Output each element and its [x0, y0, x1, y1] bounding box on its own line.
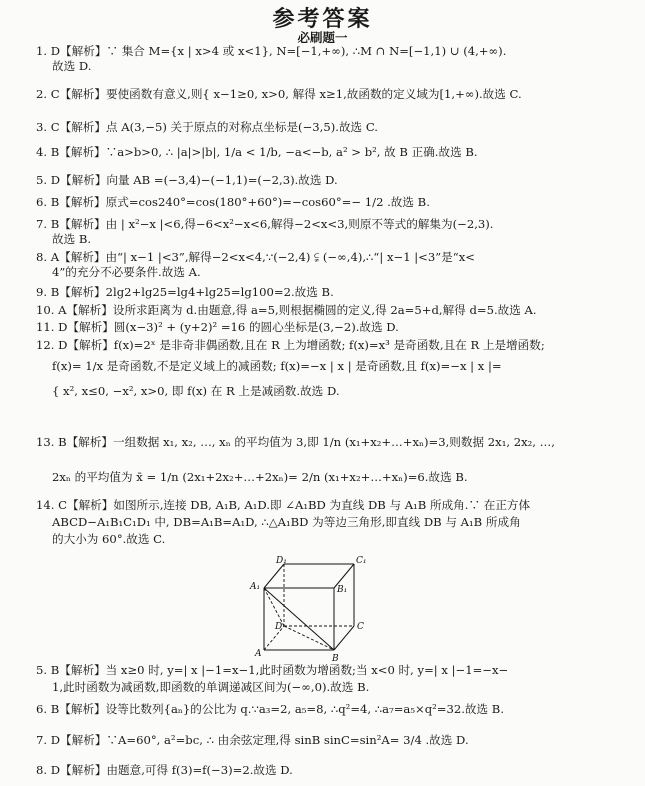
answer-line: ABCD−A₁B₁C₁D₁ 中, DB=A₁B=A₁D, ∴△A₁BD 为等边三角形,即直线 DB 与 A₁B 所成角 — [52, 515, 521, 529]
answer-line: 5. D【解析】向量 AB =(−3,4)−(−1,1)=(−2,3).故选 D. — [36, 173, 338, 187]
answer-line: 5. B【解析】当 x≥0 时, y=| x |−1=x−1,此时函数为增函数;当 x<0 时, y=| x |−1=−x− — [36, 663, 509, 677]
answer-line: { x², x≤0, −x², x>0, 即 f(x) 在 R 上是减函数.故选 D. — [52, 384, 340, 398]
edge-a1-d1 — [264, 564, 284, 588]
label-c: C — [357, 622, 364, 632]
answer-line: 9. B【解析】2lg2+lg25=lg4+lg25=lg100=2.故选 B. — [36, 285, 334, 299]
answer-line: 2xₙ 的平均值为 x̄ = 1/n (2x₁+2x₂+…+2xₙ)= 2/n (x₁+x₂+…+xₙ)=6.故选 B. — [52, 470, 468, 484]
answer-line: 4”的充分不必要条件.故选 A. — [52, 265, 201, 279]
label-b: B — [332, 654, 339, 664]
answer-line: 故选 D. — [52, 59, 92, 73]
answer-line: 1. D【解析】∵ 集合 M={x | x>4 或 x<1}, N=[−1,+∞), ∴M ∩ N=[−1,1) ∪ (4,+∞). — [36, 44, 507, 58]
answer-line: 7. B【解析】由 | x²−x |<6,得−6<x²−x<6,解得−2<x<3,则原不等式的解集为(−2,3). — [36, 217, 494, 231]
label-a: A — [255, 649, 262, 659]
answer-line: 4. B【解析】∵a>b>0, ∴ |a|>|b|, 1/a < 1/b, −a<−b, a² > b², 故 B 正确.故选 B. — [36, 145, 478, 159]
segment-a1-d — [264, 588, 284, 626]
answer-line: 10. A【解析】设所求距离为 d.由题意,得 a=5,则根据椭圆的定义,得 2a=5+d,解得 d=5.故选 A. — [36, 303, 537, 317]
answer-line: 8. D【解析】由题意,可得 f(3)=f(−3)=2.故选 D. — [36, 763, 293, 777]
answer-line: 故选 B. — [52, 232, 92, 246]
label-b1: B₁ — [337, 585, 348, 595]
answer-line: 7. D【解析】∵A=60°, a²=bc, ∴ 由余弦定理,得 sinB sinC=sin²A= 3/4 .故选 D. — [36, 733, 469, 747]
answer-line: 的大小为 60°.故选 C. — [52, 532, 166, 546]
answer-line: 14. C【解析】如图所示,连接 DB, A₁B, A₁D.即 ∠A₁BD 为直线 DB 与 A₁B 所成角.∵ 在正方体 — [36, 498, 531, 512]
cube-figure — [246, 556, 376, 666]
answer-line: 12. D【解析】f(x)=2ˣ 是非奇非偶函数,且在 R 上为增函数; f(x)=x³ 是奇函数,且在 R 上是增函数; — [36, 338, 545, 352]
label-d1: D₁ — [276, 556, 287, 566]
section-subtitle: 必刷题一 — [297, 30, 348, 45]
answer-line: 8. A【解析】由“| x−1 |<3”,解得−2<x<4,∵(−2,4) ⫋ (−∞,4),∴“| x−1 |<3”是“x< — [36, 250, 475, 264]
label-a1: A₁ — [250, 582, 261, 592]
answer-line: 3. C【解析】点 A(3,−5) 关于原点的对称点坐标是(−3,5).故选 C. — [36, 120, 378, 134]
answer-line: f(x)= 1/x 是奇函数,不是定义域上的减函数; f(x)=−x | x | 是奇函数,且 f(x)=−x | x |= — [52, 359, 502, 373]
segment-a1-b — [264, 588, 334, 650]
answer-line: 6. B【解析】设等比数列{aₙ}的公比为 q.∵a₃=2, a₅=8, ∴q²=4, ∴a₇=a₅×q²=32.故选 B. — [36, 702, 505, 716]
answer-line: 13. B【解析】一组数据 x₁, x₂, …, xₙ 的平均值为 3,即 1/n (x₁+x₂+…+xₙ)=3,则数据 2x₁, 2x₂, …, — [36, 435, 555, 449]
edge-b-c — [334, 626, 354, 650]
segment-d-b — [284, 626, 334, 650]
page-title: 参考答案 — [272, 6, 373, 32]
label-d: D — [275, 622, 283, 632]
answer-line: 11. D【解析】圆(x−3)² + (y+2)² =16 的圆心坐标是(3,−2).故选 D. — [36, 320, 399, 334]
answer-line: 2. C【解析】要使函数有意义,则{ x−1≥0, x>0, 解得 x≥1,故函数的定义域为[1,+∞).故选 C. — [36, 87, 522, 101]
answer-line: 1,此时函数为减函数,即函数的单调递减区间为(−∞,0).故选 B. — [52, 680, 370, 694]
label-c1: C₁ — [356, 556, 367, 566]
answer-line: 6. B【解析】原式=cos240°=cos(180°+60°)=−cos60°=− 1/2 .故选 B. — [36, 195, 430, 209]
